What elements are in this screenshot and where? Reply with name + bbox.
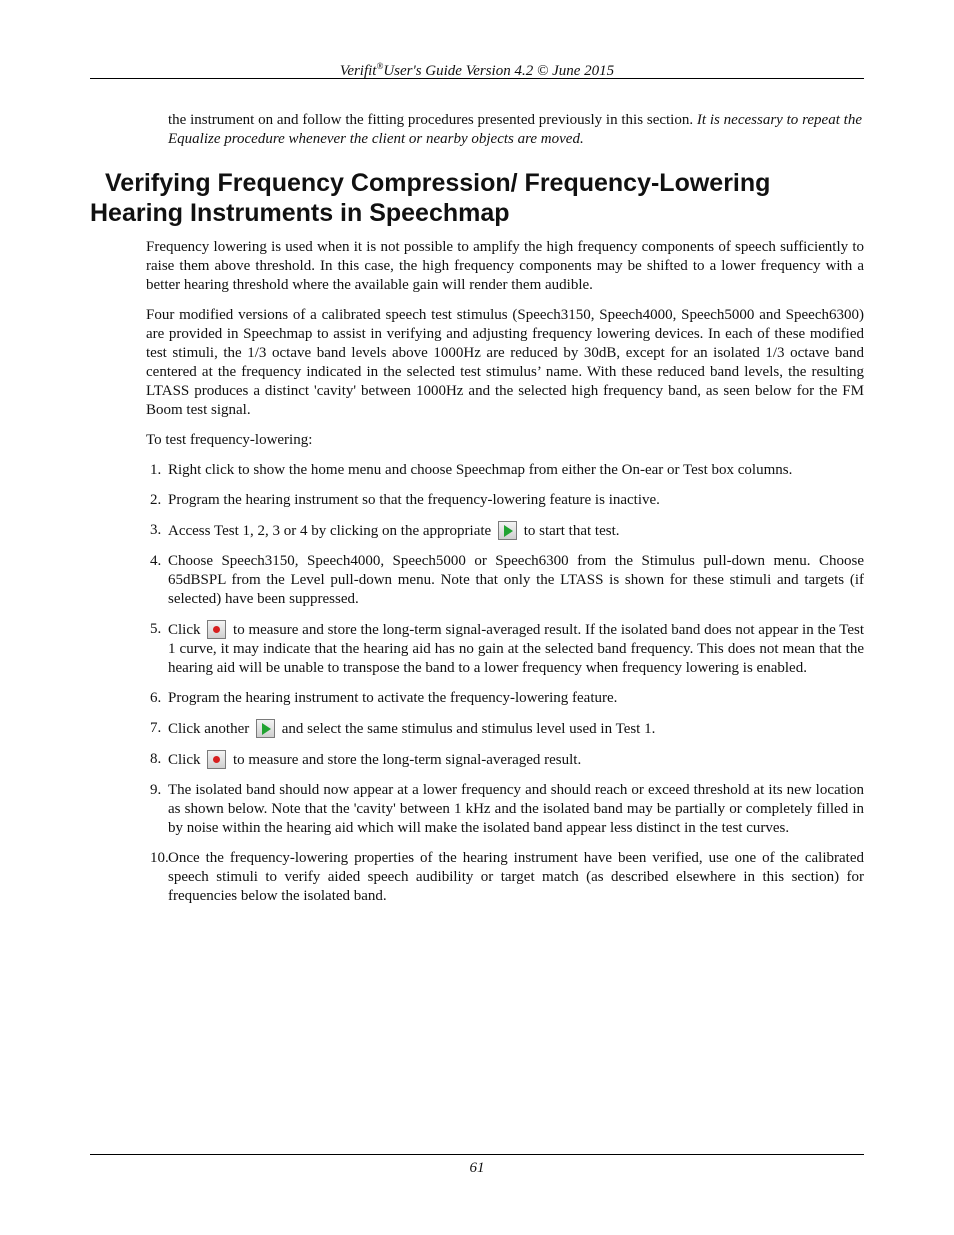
step-text: The isolated band should now appear at a lower frequency and should reach or exceed threshold at its new location as shown below. Note that the 'cavity' between 1 kHz and the isolated band may be partially or completely filled in by noise within the hearing aid which will make the isolated band appear less distinct in the test curves. <box>168 782 864 836</box>
list-item <box>146 620 864 678</box>
record-button-icon <box>207 620 226 639</box>
record-button-icon <box>207 750 226 769</box>
step-text: Choose Speech3150, Speech4000, Speech5000 or Speech6300 from the Stimulus pull-down menu. Choose 65dBSPL from the Level pull-down menu. Note that only the LTASS is shown for these stimuli and targets (if selected) have been suppressed. <box>168 553 864 607</box>
intro-italic-note: It is necessary to repeat the Equalize procedure whenever the client or nearby objects are moved. <box>168 112 862 147</box>
footer-divider <box>90 1154 864 1155</box>
paragraph-steps-intro: To test frequency-lowering: <box>146 432 313 448</box>
list-item <box>146 689 864 708</box>
play-button-icon <box>256 719 275 738</box>
list-item <box>146 719 864 739</box>
step-number: 4. <box>150 553 162 569</box>
section-heading <box>90 168 864 228</box>
step-number: 6. <box>150 690 162 706</box>
step-number: 5. <box>150 621 162 637</box>
step-number: 1. <box>150 462 162 478</box>
list-item <box>146 521 864 541</box>
step-number: 2. <box>150 492 162 508</box>
section-heading-line-2: Hearing Instruments in Speechmap <box>90 199 510 227</box>
paragraph-frequency-lowering: Frequency lowering is used when it is not possible to amplify the high frequency components of speech sufficiently to raise them above threshold. In this case, the high frequency components may be shifted to a lower frequency with a better hearing threshold where the available gain will render them audible. <box>146 239 864 293</box>
header-brand: Verifit <box>339 63 377 79</box>
step-text-before: Click <box>168 752 201 768</box>
header-divider <box>90 78 864 79</box>
step-text-after: to measure and store the long-term signal-averaged result. <box>233 752 582 768</box>
step-text-before: Access Test 1, 2, 3 or 4 by clicking on the appropriate <box>168 523 492 539</box>
list-item <box>146 849 864 906</box>
step-text-before: Click <box>168 622 201 638</box>
header-title: User's Guide Version 4.2 © June 2015 <box>383 63 615 79</box>
list-item <box>146 552 864 609</box>
step-text: Program the hearing instrument to activate the frequency-lowering feature. <box>168 690 618 706</box>
step-number: 3. <box>150 522 162 538</box>
step-number: 10. <box>150 850 169 866</box>
paragraph-modified-stimuli: Four modified versions of a calibrated speech test stimulus (Speech3150, Speech4000, Speech5000 and Speech6300) are provided in Speechmap to assist in verifying and adjusting frequency lowering devices. In each of these modified test stimuli, the 1/3 octave band levels above 1000Hz are reduced by 30dB, except for an isolated 1/3 octave band centered at the frequency indicated in the selected test stimulus’ name. With these reduced band levels, the resulting LTASS produces a distinct 'cavity' between 1000Hz and the selected high frequency band, as seen below for the FM Boom test signal. <box>146 307 864 418</box>
step-text-after: to start that test. <box>523 523 620 539</box>
step-text: Once the frequency-lowering properties of the hearing instrument have been verified, use one of the calibrated speech stimuli to verify aided speech audibility or target match (as described elsewhere in this section) for frequencies below the isolated band. <box>168 850 864 904</box>
list-item <box>146 461 864 480</box>
registered-mark: ® <box>376 61 384 71</box>
step-text: Program the hearing instrument so that the frequency-lowering feature is inactive. <box>168 492 660 508</box>
section-body <box>146 238 864 917</box>
list-item <box>146 781 864 838</box>
step-number: 8. <box>150 751 162 767</box>
step-text-after: to measure and store the long-term signal-averaged result. If the isolated band does not appear in the Test 1 curve, it may indicate that the hearing aid has no gain at the selected band frequency. This does not mean that the hearing aid will be unable to transpose the band to a lower frequency when frequency lowering is enabled. <box>168 622 865 676</box>
list-item <box>146 750 864 770</box>
step-text: Right click to show the home menu and choose Speechmap from either the On-ear or Test box columns. <box>168 462 793 478</box>
intro-paragraph <box>168 111 862 149</box>
page-number: 61 <box>469 1160 485 1176</box>
step-number: 7. <box>150 720 162 736</box>
section-heading-line-1: Verifying Frequency Compression/ Frequency-Lowering <box>105 169 771 197</box>
play-button-icon <box>498 521 517 540</box>
intro-text: the instrument on and follow the fitting procedures presented previously in this section. <box>168 112 697 128</box>
list-item <box>146 491 864 510</box>
step-text-before: Click another <box>168 721 250 737</box>
step-number: 9. <box>150 782 162 798</box>
procedure-steps <box>146 461 864 906</box>
step-text-after: and select the same stimulus and stimulus level used in Test 1. <box>281 721 656 737</box>
